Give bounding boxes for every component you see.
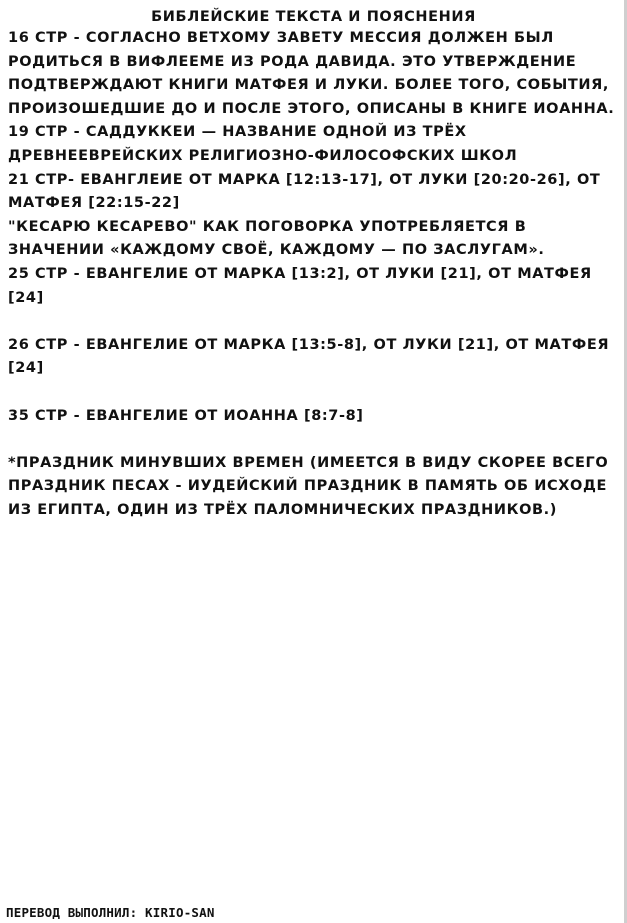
notes-block [8, 27, 618, 522]
spacer [8, 310, 618, 334]
spacer [8, 428, 618, 452]
note-21: 21 СТР- ЕВАНГЛЕИЕ ОТ МАРКА [12:13-17], ОТ ЛУКИ [20:20-26], ОТ МАТФЕЯ [22:15-22] [8, 171, 601, 212]
note-kesaryu: "КЕСАРЮ КЕСАРЕВО" КАК ПОГОВОРКА УПОТРЕБЛЯЕТСЯ В ЗНАЧЕНИИ «КАЖДОМУ СВОЁ, КАЖДОМУ — ПО ЗАСЛУГАМ». [8, 218, 545, 259]
note-holiday: *ПРАЗДНИК МИНУВШИХ ВРЕМЕН (ИМЕЕТСЯ В ВИДУ СКОРЕЕ ВСЕГО ПРАЗДНИК ПЕСАХ - ИУДЕЙСКИЙ ПРАЗДНИК В ПАМЯТЬ ОБ ИСХОДЕ ИЗ ЕГИПТА, ОДИН ИЗ ТРЁХ ПАЛОМНИЧЕСКИХ ПРАЗДНИКОВ.) [8, 454, 609, 518]
note-19: 19 СТР - САДДУККЕИ — НАЗВАНИЕ ОДНОЙ ИЗ ТРЁХ ДРЕВНЕЕВРЕЙСКИХ РЕЛИГИОЗНО-ФИЛОСОФСКИХ ШКОЛ [8, 124, 518, 164]
note-35: 35 СТР - ЕВАНГЕЛИЕ ОТ ИОАННА [8:7-8] [8, 407, 364, 424]
translator-credit: ПЕРЕВОД ВЫПОЛНИЛ: KIRIO-SAN [6, 905, 215, 920]
page-title: БИБЛЕЙСКИЕ ТЕКСТА И ПОЯСНЕНИЯ [151, 9, 476, 25]
note-16: 16 СТР - СОГЛАСНО ВЕТХОМУ ЗАВЕТУ МЕССИЯ ДОЛЖЕН БЫЛ РОДИТЬСЯ В ВИФЛЕЕМЕ ИЗ РОДА ДАВИДА. ЭТО УТВЕРЖДЕНИЕ ПОДТВЕРЖДАЮТ КНИГИ МАТФЕЯ И ЛУКИ. БОЛЕЕ ТОГО, СОБЫТИЯ, ПРОИЗОШЕДШИЕ ДО И ПОСЛЕ ЭТОГО, ОПИСАНЫ В КНИГЕ ИОАННА. [8, 30, 615, 117]
note-25: 25 СТР - ЕВАНГЕЛИЕ ОТ МАРКА [13:2], ОТ ЛУКИ [21], ОТ МАТФЕЯ [24] [8, 265, 592, 306]
spacer [8, 381, 618, 405]
note-26: 26 СТР - ЕВАНГЕЛИЕ ОТ МАРКА [13:5-8], ОТ ЛУКИ [21], ОТ МАТФЕЯ [24] [8, 336, 610, 377]
